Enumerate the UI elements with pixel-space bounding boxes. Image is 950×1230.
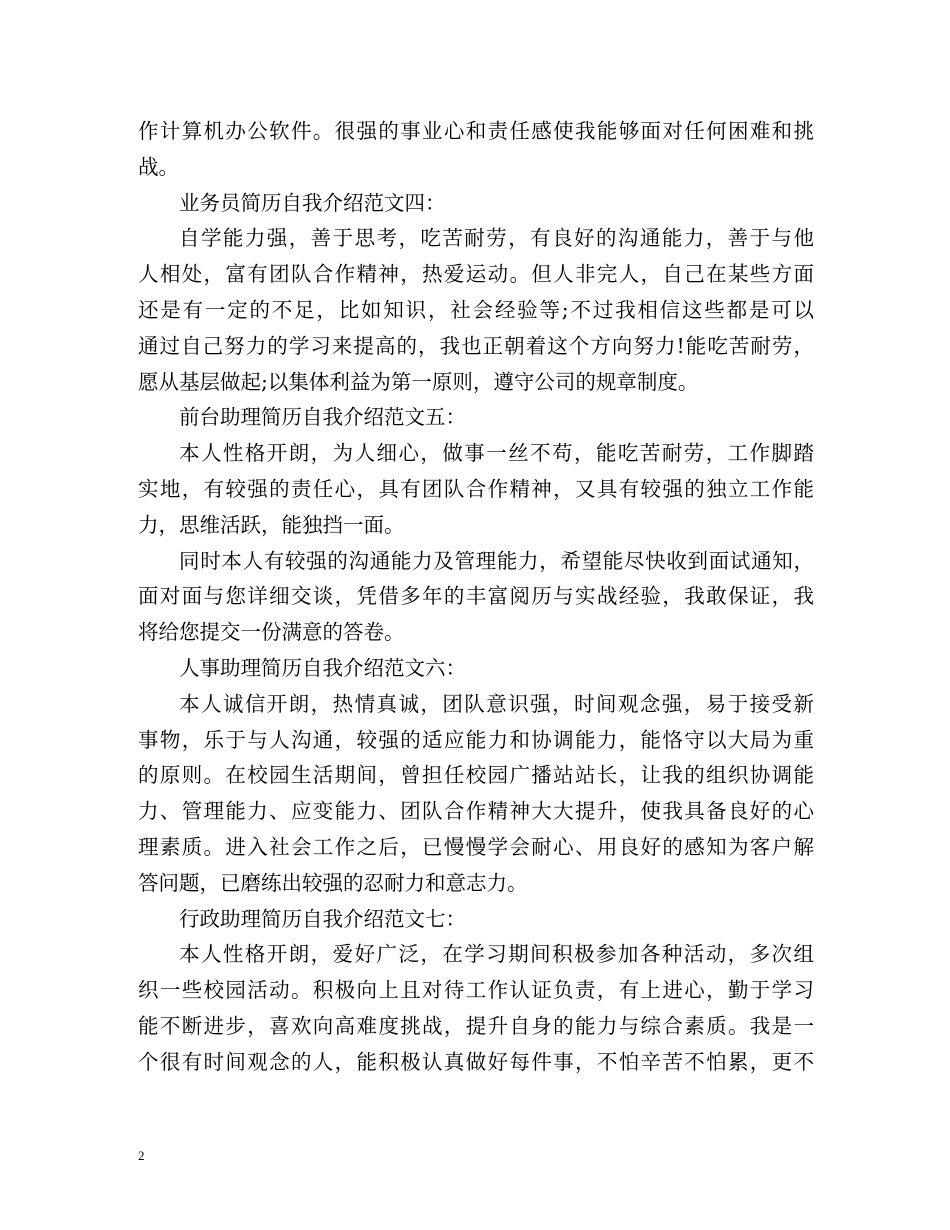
- page-number: 2: [138, 1148, 145, 1163]
- text-line: 力、管理能力、应变能力、团队合作精神大大提升，使我具备良好的心: [138, 799, 814, 824]
- text-line: 前台助理简历自我介绍范文五：: [179, 405, 466, 430]
- text-line: 自学能力强，善于思考，吃苦耐劳，有良好的沟通能力，善于与他: [179, 226, 814, 251]
- text-line: 个很有时间观念的人，能积极认真做好每件事，不怕辛苦不怕累，更不: [138, 1049, 814, 1074]
- text-line: 力，思维活跃，能独挡一面。: [138, 512, 405, 537]
- text-line: 行政助理简历自我介绍范文七：: [179, 906, 466, 931]
- text-line: 织一些校园活动。积极向上且对待工作认证负责，有上进心，勤于学习: [138, 978, 814, 1003]
- text-line: 本人性格开朗，为人细心，做事一丝不苟，能吃苦耐劳，工作脚踏: [179, 441, 814, 466]
- body-text: [138, 114, 814, 1081]
- text-line: 战。: [138, 154, 179, 179]
- text-line: 的原则。在校园生活期间，曾担任校园广播站站长，让我的组织协调能: [138, 763, 814, 788]
- text-line: 实地，有较强的责任心，具有团队合作精神，又具有较强的独立工作能: [138, 476, 814, 501]
- text-line: 愿从基层做起;以集体利益为第一原则，遵守公司的规章制度。: [138, 369, 699, 394]
- text-line: 事物，乐于与人沟通，较强的适应能力和协调能力，能恪守以大局为重: [138, 727, 814, 752]
- text-line: 还是有一定的不足，比如知识，社会经验等;不过我相信这些都是可以: [138, 297, 814, 322]
- text-line: 将给您提交一份满意的答卷。: [138, 620, 405, 645]
- text-line: 面对面与您详细交谈，凭借多年的丰富阅历与实战经验，我敢保证，我: [138, 584, 814, 609]
- text-line: 业务员简历自我介绍范文四：: [179, 190, 446, 215]
- text-line: 能不断进步，喜欢向高难度挑战，提升自身的能力与综合素质。我是一: [138, 1013, 814, 1038]
- text-line: 作计算机办公软件。很强的事业心和责任感使我能够面对任何困难和挑: [138, 119, 814, 143]
- text-line: 人事助理简历自我介绍范文六：: [179, 655, 466, 680]
- text-line: 本人诚信开朗，热情真诚，团队意识强，时间观念强，易于接受新: [179, 691, 814, 716]
- text-line: 本人性格开朗，爱好广泛，在学习期间积极参加各种活动，多次组: [179, 942, 814, 967]
- text-line: 答问题，已磨练出较强的忍耐力和意志力。: [138, 870, 528, 895]
- text-line: 人相处，富有团队合作精神，热爱运动。但人非完人，自己在某些方面: [138, 262, 814, 287]
- text-line: 通过自己努力的学习来提高的，我也正朝着这个方向努力!能吃苦耐劳，: [138, 333, 814, 358]
- text-line: 理素质。进入社会工作之后，已慢慢学会耐心、用良好的感知为客户解: [138, 834, 814, 859]
- text-line: 同时本人有较强的沟通能力及管理能力，希望能尽快收到面试通知，: [179, 548, 814, 573]
